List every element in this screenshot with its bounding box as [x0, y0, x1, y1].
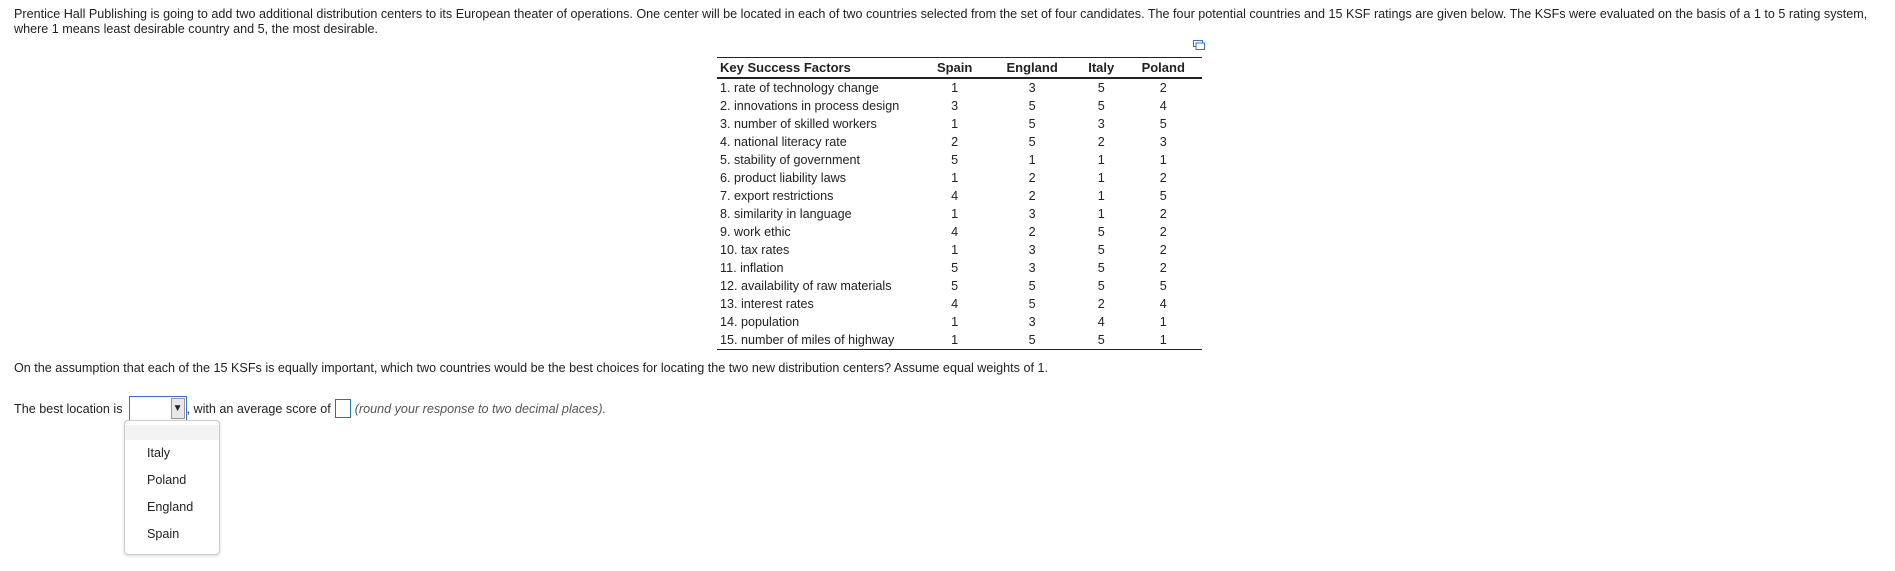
ksf-label: 12. availability of raw materials	[720, 279, 892, 293]
rating-cell: 5	[1097, 99, 1105, 113]
table-row	[717, 187, 1202, 205]
rating-cell: 3	[1028, 243, 1036, 257]
rating-cell: 5	[1159, 279, 1167, 293]
question-text: On the assumption that each of the 15 KSFs is equally important, which two countries would be the best choices for locating the two new distribution centers? Assume equal weights of 1.	[14, 361, 1048, 375]
table-row	[717, 223, 1202, 241]
rating-cell: 4	[951, 297, 959, 311]
location-dropdown-list	[124, 420, 220, 555]
ksf-label: 6. product liability laws	[720, 171, 846, 185]
rating-cell: 5	[1097, 243, 1105, 257]
ksf-label: 10. tax rates	[720, 243, 790, 257]
rating-cell: 1	[1097, 153, 1105, 167]
rating-cell: 2	[1028, 225, 1036, 239]
rating-cell: 2	[1097, 297, 1105, 311]
rating-cell: 5	[1078, 331, 1125, 350]
problem-intro: Prentice Hall Publishing is going to add two additional distribution centers to its European theater of operations. One center will be located in each of two countries selected from the set of four candidates. The four potential countries and 15 KSF ratings are given below. The KSFs were evaluated on the basis of a 1 to 5 rating system, where 1 means least desirable country and 5, the most desirable.	[14, 7, 1868, 36]
rating-cell: 3	[1028, 81, 1036, 95]
rating-cell: 1	[1124, 331, 1202, 350]
rating-cell: 3	[1159, 135, 1167, 149]
rating-cell: 1	[1159, 315, 1167, 329]
rating-cell: 3	[1028, 315, 1036, 329]
rating-cell: 2	[1159, 171, 1167, 185]
column-header-country: Italy	[1078, 58, 1125, 79]
rating-cell: 1	[951, 117, 959, 131]
rating-cell: 5	[1028, 279, 1036, 293]
rating-cell: 1	[1097, 207, 1105, 221]
best-location-select[interactable]	[129, 396, 187, 421]
rating-cell: 4	[951, 225, 959, 239]
rating-cell: 2	[951, 135, 959, 149]
rating-cell: 5	[1097, 279, 1105, 293]
rating-cell: 5	[951, 279, 959, 293]
ksf-label: 9. work ethic	[720, 225, 791, 239]
ksf-label: 5. stability of government	[720, 153, 861, 167]
rating-cell: 3	[1028, 207, 1036, 221]
ksf-ratings-table	[717, 57, 1202, 350]
table-row	[717, 78, 1202, 97]
dropdown-option-blank[interactable]	[125, 425, 219, 440]
table-row	[717, 277, 1202, 295]
ksf-label: 7. export restrictions	[720, 189, 834, 203]
table-row	[717, 259, 1202, 277]
ksf-label: 11. inflation	[720, 261, 784, 275]
rating-cell: 3	[1028, 261, 1036, 275]
dropdown-arrow-icon[interactable]: ▼	[171, 398, 185, 419]
rating-cell: 3	[1097, 117, 1105, 131]
rating-cell: 1	[951, 243, 959, 257]
rating-cell: 5	[951, 261, 959, 275]
ksf-label: 2. innovations in process design	[720, 99, 900, 113]
table-row	[717, 133, 1202, 151]
table-row	[717, 241, 1202, 259]
rating-cell: 5	[1097, 261, 1105, 275]
rating-cell: 5	[1028, 135, 1036, 149]
table-row	[717, 115, 1202, 133]
rating-cell: 5	[1097, 81, 1105, 95]
rating-cell: 1	[1028, 153, 1036, 167]
rating-cell: 1	[951, 171, 959, 185]
rating-cell: 1	[923, 331, 986, 350]
rating-cell: 1	[951, 315, 959, 329]
ksf-label: 8. similarity in language	[720, 207, 852, 221]
ksf-label: 15. number of miles of highway	[717, 331, 923, 350]
rating-cell: 1	[1097, 189, 1105, 203]
rating-cell: 5	[951, 153, 959, 167]
column-header-ksf: Key Success Factors	[717, 58, 923, 79]
average-score-input[interactable]	[335, 399, 351, 418]
table-row	[717, 295, 1202, 313]
rating-cell: 5	[1159, 117, 1167, 131]
table-row	[717, 313, 1202, 331]
rating-cell: 2	[1159, 243, 1167, 257]
rating-cell: 1	[951, 207, 959, 221]
dropdown-option[interactable]: Italy	[147, 446, 171, 460]
dropdown-option[interactable]: Spain	[147, 527, 180, 541]
rating-cell: 5	[986, 331, 1078, 350]
column-header-country: Poland	[1124, 58, 1202, 79]
rating-cell: 2	[1028, 171, 1036, 185]
rating-cell: 5	[1028, 117, 1036, 131]
rounding-hint: (round your response to two decimal places).	[354, 401, 607, 416]
ksf-label: 13. interest rates	[720, 297, 814, 311]
rating-cell: 5	[1097, 225, 1105, 239]
answer-middle: , with an average score of	[186, 401, 331, 416]
table-row	[717, 97, 1202, 115]
rating-cell: 5	[1028, 99, 1036, 113]
copy-table-icon[interactable]	[1193, 40, 1205, 50]
table-row	[717, 331, 1202, 350]
rating-cell: 4	[1159, 99, 1167, 113]
table-row	[717, 151, 1202, 169]
rating-cell: 4	[951, 189, 959, 203]
column-header-country: Spain	[923, 58, 986, 79]
answer-prefix: The best location is	[14, 401, 123, 416]
table-row	[717, 205, 1202, 223]
dropdown-option[interactable]: England	[147, 500, 194, 514]
answer-line	[14, 396, 606, 421]
rating-cell: 5	[1159, 189, 1167, 203]
rating-cell: 1	[1159, 153, 1167, 167]
rating-cell: 2	[1159, 225, 1167, 239]
rating-cell: 4	[1097, 315, 1105, 329]
table-row	[717, 169, 1202, 187]
ksf-label: 4. national literacy rate	[720, 135, 847, 149]
rating-cell: 2	[1159, 261, 1167, 275]
ksf-label: 1. rate of technology change	[720, 81, 879, 95]
rating-cell: 2	[1159, 81, 1167, 95]
rating-cell: 2	[1159, 207, 1167, 221]
column-header-country: England	[986, 58, 1078, 79]
rating-cell: 2	[1028, 189, 1036, 203]
rating-cell: 2	[1097, 135, 1105, 149]
ksf-label: 3. number of skilled workers	[720, 117, 877, 131]
rating-cell: 1	[1097, 171, 1105, 185]
dropdown-option[interactable]: Poland	[147, 473, 187, 487]
rating-cell: 5	[1028, 297, 1036, 311]
rating-cell: 4	[1159, 297, 1167, 311]
rating-cell: 1	[951, 81, 959, 95]
rating-cell: 3	[951, 99, 959, 113]
ksf-label: 14. population	[720, 315, 800, 329]
